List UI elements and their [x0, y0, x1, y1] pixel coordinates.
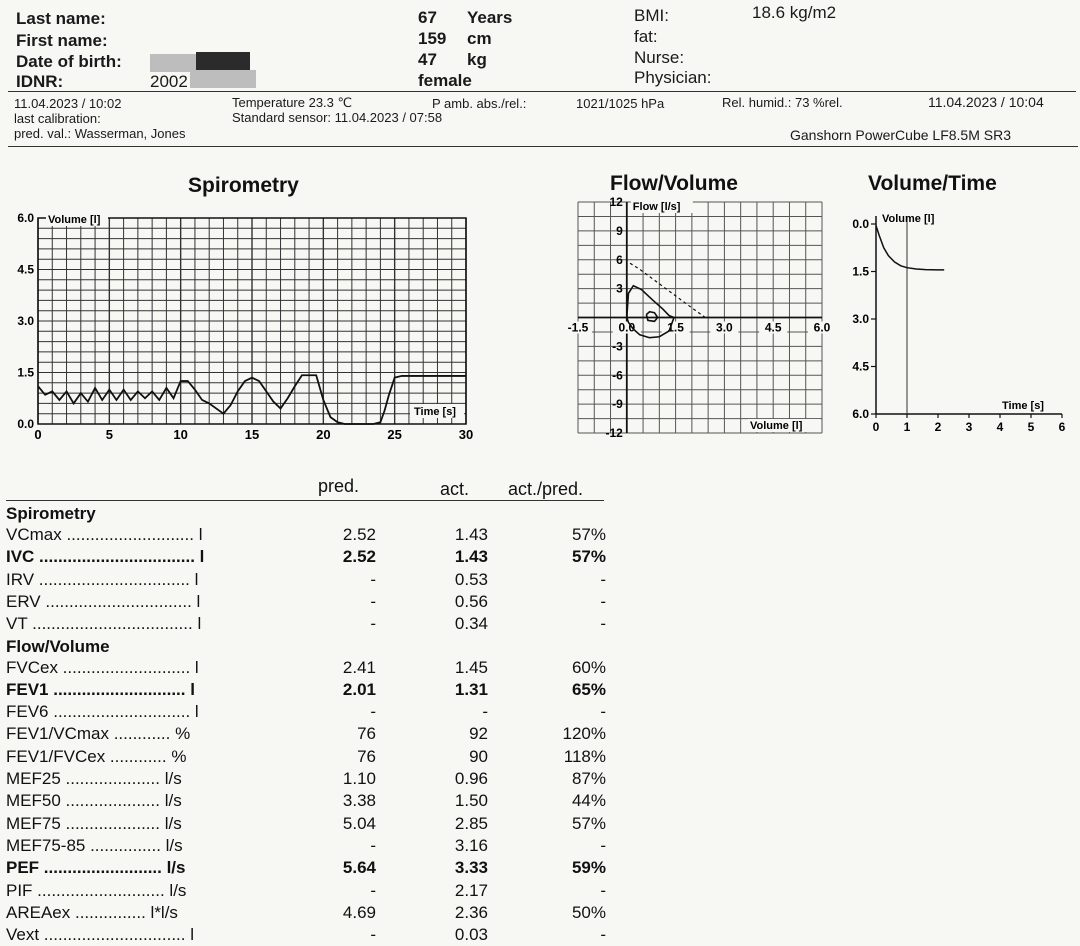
row-label: VT .................................. l	[6, 614, 202, 634]
y-tick-label: 0.0	[17, 417, 34, 431]
act-value: 0.03	[454, 925, 488, 945]
act-value: 3.16	[454, 835, 488, 855]
act-value: 1.43	[454, 547, 488, 567]
pred-value: 76	[357, 724, 376, 744]
standard-sensor: Standard sensor: 11.04.2023 / 07:58	[232, 110, 443, 125]
volume-time-chart	[852, 213, 1065, 434]
act-value: 3.33	[454, 858, 488, 878]
pred-value: 2.01	[342, 679, 376, 699]
bmi-value: 18.6 kg/m2	[752, 3, 837, 22]
table-row	[6, 790, 606, 812]
table-header-divider	[6, 500, 604, 501]
act-value: -	[482, 702, 488, 722]
act-pred-value: 87%	[571, 769, 606, 788]
pred-value: 76	[357, 746, 376, 766]
act-value: 1.31	[454, 679, 488, 699]
first-name-label: First name:	[16, 31, 108, 50]
pred-value: -	[370, 591, 376, 611]
spirometry-chart	[17, 211, 473, 442]
table-row	[6, 857, 606, 879]
x-tick-label: 6.0	[813, 320, 831, 335]
act-pred-value: -	[600, 880, 606, 900]
x-tick-label: 15	[244, 427, 260, 442]
row-label: Vext .............................. l	[6, 925, 194, 945]
act-value: 92	[469, 724, 488, 744]
idnr-label: IDNR:	[16, 72, 64, 91]
y-tick-label: -12	[605, 426, 623, 440]
row-label: PIF ........................... l/s	[6, 880, 187, 900]
act-pred-value: 50%	[571, 902, 606, 922]
y-tick-label: 9	[616, 223, 623, 238]
y-tick-label: 4.5	[17, 262, 34, 277]
pred-value: -	[370, 835, 376, 855]
pred-val-source: pred. val.: Wasserman, Jones	[14, 126, 186, 141]
pred-value: 5.64	[342, 858, 376, 878]
weight-unit: kg	[467, 50, 487, 69]
col-header-act: act.	[440, 479, 470, 499]
act-pred-value: 59%	[571, 858, 606, 878]
x-axis-label: Time [s]	[1002, 400, 1044, 412]
volume-time-title: Volume/Time	[868, 172, 997, 195]
x-tick-label: 0	[872, 420, 880, 434]
act-pred-value: 44%	[571, 791, 606, 811]
row-label: IRV ................................ l	[6, 569, 199, 589]
row-label: FVCex ........................... l	[6, 657, 199, 677]
col-header-act-pred: act./pred.	[508, 479, 584, 499]
act-value: 0.34	[454, 614, 488, 634]
act-pred-value: -	[600, 569, 606, 589]
row-label: VCmax ........................... l	[6, 525, 203, 544]
table-row	[6, 591, 606, 613]
height-value: 159	[418, 29, 447, 48]
y-axis-label: Volume [l]	[882, 213, 935, 225]
act-pred-value: 65%	[571, 679, 606, 699]
table-row	[6, 701, 606, 723]
pred-value: 2.52	[342, 547, 376, 567]
act-value: 0.53	[454, 569, 488, 589]
x-axis-label: Volume [l]	[750, 420, 803, 432]
table-row	[6, 723, 606, 745]
y-tick-label: 1.5	[17, 365, 34, 380]
device-name: Ganshorn PowerCube LF8.5M SR3	[790, 127, 1011, 143]
pred-value: 2.41	[342, 657, 376, 677]
x-tick-label: 3.0	[716, 320, 733, 335]
col-header-pred: pred.	[318, 476, 360, 496]
x-axis-label: Time [s]	[414, 406, 456, 418]
x-tick-label: -1.5	[567, 320, 589, 335]
y-axis-label: Flow [l/s]	[632, 201, 681, 213]
act-value: 0.96	[454, 769, 488, 788]
act-pred-value: -	[600, 835, 606, 855]
row-label: FEV1 ............................ l	[6, 679, 195, 699]
x-tick-label: 30	[458, 427, 474, 442]
y-tick-label: 12	[609, 195, 623, 209]
y-tick-label: 6.0	[17, 211, 34, 225]
row-label: MEF75 .................... l/s	[6, 813, 182, 833]
row-label: MEF50 .................... l/s	[6, 791, 182, 811]
weight-value: 47	[418, 50, 437, 69]
age-value: 67	[418, 8, 437, 27]
row-label: FEV6 ............................. l	[6, 702, 199, 722]
last-calibration-label: last calibration:	[14, 111, 101, 126]
table-row	[6, 813, 606, 835]
section-title: Flow/Volume	[6, 636, 110, 656]
row-label: PEF ......................... l/s	[6, 858, 186, 878]
x-tick-label: 6	[1058, 420, 1066, 434]
table-row	[6, 679, 606, 701]
act-value: 2.36	[454, 902, 488, 922]
act-value: 2.17	[454, 880, 488, 900]
pressure-label: P amb. abs./rel.:	[432, 96, 527, 111]
fat-label: fat:	[634, 27, 658, 46]
y-tick-label: 3.0	[852, 312, 869, 326]
table-row	[6, 835, 606, 857]
x-tick-label: 25	[387, 427, 402, 442]
table-row	[6, 657, 606, 679]
idnr-value: 2002	[150, 72, 188, 91]
x-tick-label: 20	[316, 427, 331, 442]
row-label: MEF25 .................... l/s	[6, 769, 182, 788]
table-row	[6, 613, 606, 635]
charts-area	[0, 0, 1080, 460]
volume-time-curve	[876, 226, 944, 270]
x-tick-label: 5	[1027, 420, 1035, 434]
row-label: MEF75-85 ............... l/s	[6, 835, 183, 855]
table-row	[6, 902, 606, 924]
y-tick-label: -6	[612, 368, 623, 383]
act-pred-value: 118%	[563, 746, 606, 766]
act-value: 1.50	[454, 791, 488, 811]
act-value: 0.56	[454, 591, 488, 611]
act-value: 1.43	[454, 525, 488, 544]
act-value: 90	[469, 746, 488, 766]
inner-loop-curve	[646, 312, 657, 322]
act-pred-value: -	[600, 925, 606, 945]
x-tick-label: 10	[173, 427, 188, 442]
pred-value: 1.10	[342, 769, 376, 788]
bmi-label: BMI:	[634, 6, 669, 25]
height-unit: cm	[467, 29, 492, 48]
pred-value: -	[370, 614, 376, 634]
x-tick-label: 3	[965, 420, 973, 434]
table-row	[6, 746, 606, 768]
act-pred-value: 57%	[571, 525, 606, 544]
act-pred-value: -	[600, 702, 606, 722]
nurse-label: Nurse:	[634, 48, 685, 67]
row-label: ERV ............................... l	[6, 591, 201, 611]
pred-value: 4.69	[342, 902, 376, 922]
table-row	[6, 880, 606, 902]
pred-value: -	[370, 925, 376, 945]
physician-label: Physician:	[634, 68, 712, 87]
act-pred-value: 57%	[571, 813, 606, 833]
pred-value: -	[370, 569, 376, 589]
spirometry-title: Spirometry	[188, 174, 299, 197]
act-pred-value: -	[600, 614, 606, 634]
act-pred-value: -	[600, 591, 606, 611]
pred-value: -	[370, 880, 376, 900]
act-value: 1.45	[454, 657, 488, 677]
pred-value: -	[370, 702, 376, 722]
y-tick-label: 3.0	[17, 314, 34, 328]
flow-volume-title: Flow/Volume	[610, 172, 738, 195]
age-unit: Years	[467, 8, 513, 27]
y-tick-label: -9	[612, 397, 623, 412]
table-row	[6, 569, 606, 591]
x-tick-label: 5	[105, 427, 113, 442]
x-tick-label: 4.5	[764, 320, 782, 335]
act-pred-value: 120%	[562, 724, 606, 744]
flow-volume-chart	[564, 195, 836, 440]
x-tick-label: 1.5	[667, 320, 684, 335]
y-axis-label: Volume [l]	[48, 214, 101, 226]
y-tick-label: 4.5	[852, 359, 869, 374]
table-row	[6, 768, 606, 790]
act-pred-value: 60%	[571, 657, 606, 677]
table-row	[6, 524, 606, 546]
y-tick-label: 3	[616, 281, 623, 296]
section-title: Spirometry	[6, 504, 96, 523]
temperature: Temperature 23.3 ℃	[232, 95, 353, 110]
x-tick-label: 0	[34, 427, 42, 442]
pred-value: 5.04	[342, 813, 376, 833]
sex-value: female	[418, 71, 472, 90]
pressure-value: 1021/1025 hPa	[576, 96, 665, 111]
x-tick-label: 0.0	[618, 320, 636, 335]
y-tick-label: 1.5	[852, 264, 869, 279]
x-tick-label: 2	[934, 420, 942, 434]
y-tick-label: 6.0	[852, 407, 869, 421]
table-row	[6, 924, 606, 946]
row-label: AREAex ............... l*l/s	[6, 902, 178, 922]
table-row	[6, 546, 606, 568]
datetime-right: 11.04.2023 / 10:04	[928, 94, 1044, 110]
last-name-label: Last name:	[16, 9, 106, 28]
x-tick-label: 1	[903, 420, 911, 434]
x-tick-label: 4	[996, 420, 1004, 434]
row-label: FEV1/VCmax ............ %	[6, 724, 191, 744]
y-tick-label: -3	[612, 339, 623, 354]
y-tick-label: 0.0	[852, 217, 869, 231]
act-pred-value: 57%	[571, 547, 606, 567]
humidity: Rel. humid.: 73 %rel.	[722, 95, 843, 110]
act-value: 2.85	[454, 813, 488, 833]
datetime-left: 11.04.2023 / 10:02	[14, 96, 122, 111]
pred-value: 3.38	[342, 791, 376, 811]
dob-label: Date of birth:	[16, 52, 122, 71]
y-tick-label: 6	[616, 252, 623, 267]
row-label: FEV1/FVCex ............ %	[6, 746, 187, 766]
row-label: IVC ................................. l	[6, 547, 205, 567]
pred-value: 2.52	[342, 525, 376, 544]
